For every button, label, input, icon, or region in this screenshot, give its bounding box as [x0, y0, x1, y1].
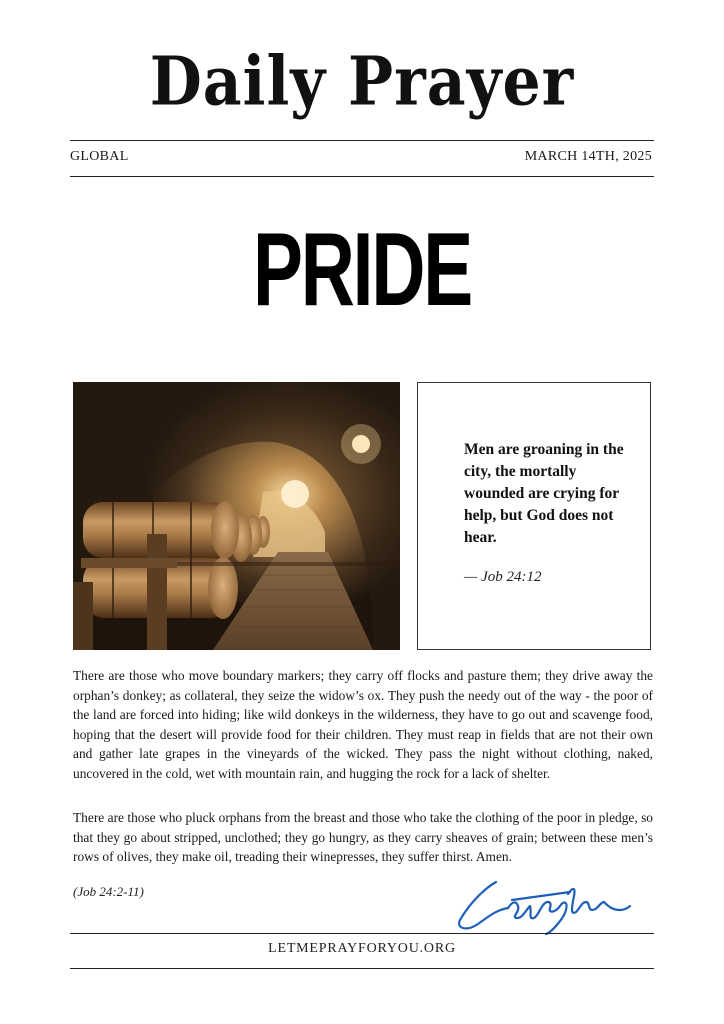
headline: PRIDE — [252, 212, 472, 328]
wine-cellar-photo — [73, 382, 400, 650]
body-citation: (Job 24:2-11) — [73, 884, 144, 899]
handwritten-signature — [452, 872, 632, 938]
footer-website-link[interactable]: LETMEPRAYFORYOU.ORG — [268, 941, 456, 956]
date-label: MARCH 14TH, 2025 — [524, 149, 652, 164]
footer-bottom-rule — [70, 968, 654, 969]
body-paragraph-2: There are those who pluck orphans from the breast and those who take the clothing of the poor in pledge, so that they go about stripped, unclothed; they go hungry, as they carry sheaves of grain; between these men’s rows of olives, they make oil, treading their winepresses, they suffer thirst. Amen. — [73, 810, 653, 865]
scripture-quote-reference: — Job 24:12 — [464, 569, 542, 585]
region-label: GLOBAL — [70, 149, 129, 164]
footer-top-rule — [70, 933, 654, 934]
body-paragraph-1: There are those who move boundary markers; they carry off flocks and pasture them; they drive away the orphan’s donkey; as collateral, they seize the widow’s ox. They push the needy out of the way - the poor of the land are forced into hiding; like wild donkeys in the wilderness, they have to go out and scavenge food, hoping that the desert will provide food for their children. They must reap in fields that are not their own and gather late grapes in the vineyards of the wicked. They pass the night without clothing, naked, uncovered in the cold, wet with mountain rain, and hugging the rock for a lack of shelter. — [73, 668, 653, 781]
header-top-rule — [70, 140, 654, 141]
header-bottom-rule — [70, 176, 654, 177]
signature-image — [452, 872, 632, 938]
scripture-quote-box — [417, 382, 651, 650]
wine-cellar-illustration — [73, 382, 400, 650]
masthead-title: Daily Prayer — [149, 42, 575, 122]
scripture-quote-text: Men are groaning in the city, the mortally wounded are crying for help, but God does not hear. — [464, 441, 624, 546]
